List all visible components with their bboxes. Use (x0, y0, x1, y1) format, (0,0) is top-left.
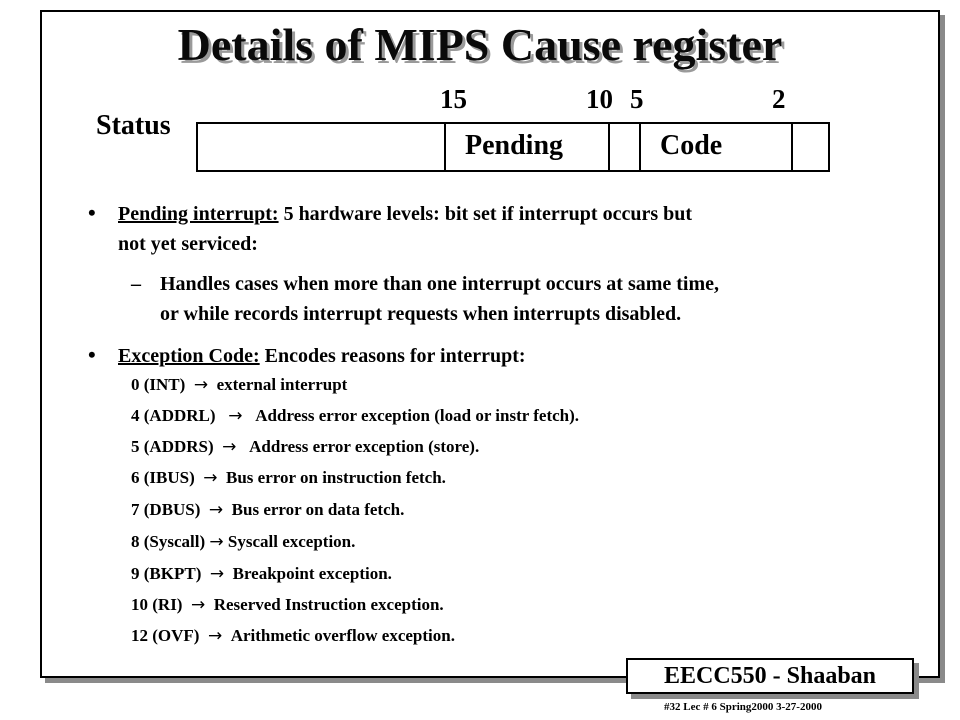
bit-number-15: 15 (440, 84, 467, 114)
arrow-icon: → (203, 468, 218, 488)
bit-number-5: 5 (630, 84, 644, 114)
bullet-marker: • (88, 200, 96, 225)
sub-bullet-line2: or while records interrupt requests when interrupts disabled. (160, 303, 682, 325)
exception-code-item: 9 (BKPT) → Breakpoint exception. (131, 564, 392, 584)
arrow-icon: → (209, 532, 224, 552)
arrow-icon: → (193, 375, 209, 395)
exception-code-item: 5 (ADDRS) → Address error exception (store). (131, 437, 480, 457)
arrow-icon: → (228, 406, 243, 426)
pending-field-label: Pending (465, 130, 564, 161)
arrow-icon: → (207, 626, 223, 646)
slide-footer: #32 Lec # 6 Spring2000 3-27-2000 (664, 701, 822, 713)
bullet-marker: • (88, 342, 96, 367)
arrow-icon: → (209, 564, 225, 584)
bit-number-2: 2 (772, 84, 786, 114)
arrow-icon: → (208, 500, 224, 520)
exception-code-item: 4 (ADDRL) → Address error exception (load or instr fetch). (131, 406, 580, 426)
pending-interrupt-line2: not yet serviced: (118, 233, 258, 255)
bit-number-10: 10 (586, 84, 613, 114)
exception-code-text: Encodes reasons for interrupt: (259, 345, 526, 367)
pending-interrupt-text: 5 hardware levels: bit set if interrupt occurs but (278, 203, 693, 225)
code-field-label: Code (660, 130, 723, 161)
exception-code-term: Exception Code: (118, 345, 260, 367)
exception-code-item: 8 (Syscall) → Syscall exception. (131, 532, 356, 552)
arrow-icon: → (190, 595, 206, 615)
exception-code-item: 10 (RI) → Reserved Instruction exception. (131, 595, 444, 615)
exception-code-item: 6 (IBUS) → Bus error on instruction fetch. (131, 468, 446, 488)
sub-bullet-dash: – (131, 273, 141, 295)
arrow-icon: → (222, 437, 237, 457)
pending-interrupt-term: Pending interrupt: (118, 203, 279, 225)
exception-code-item: 12 (OVF) → Arithmetic overflow exception. (131, 626, 455, 646)
pending-interrupt-line1 (118, 202, 692, 226)
register-field-blank (198, 124, 446, 170)
status-label: Status (96, 110, 171, 141)
exception-code-line (118, 344, 526, 368)
exception-code-item: 0 (INT) → external interrupt (131, 375, 348, 395)
exception-code-item: 7 (DBUS) → Bus error on data fetch. (131, 500, 405, 520)
slide-title: Details of MIPS Cause register (177, 19, 783, 70)
register-field-gap (610, 124, 641, 170)
sub-bullet-line1: Handles cases when more than one interrupt occurs at same time, (160, 273, 720, 295)
course-badge: EECC550 - Shaaban (626, 658, 914, 694)
